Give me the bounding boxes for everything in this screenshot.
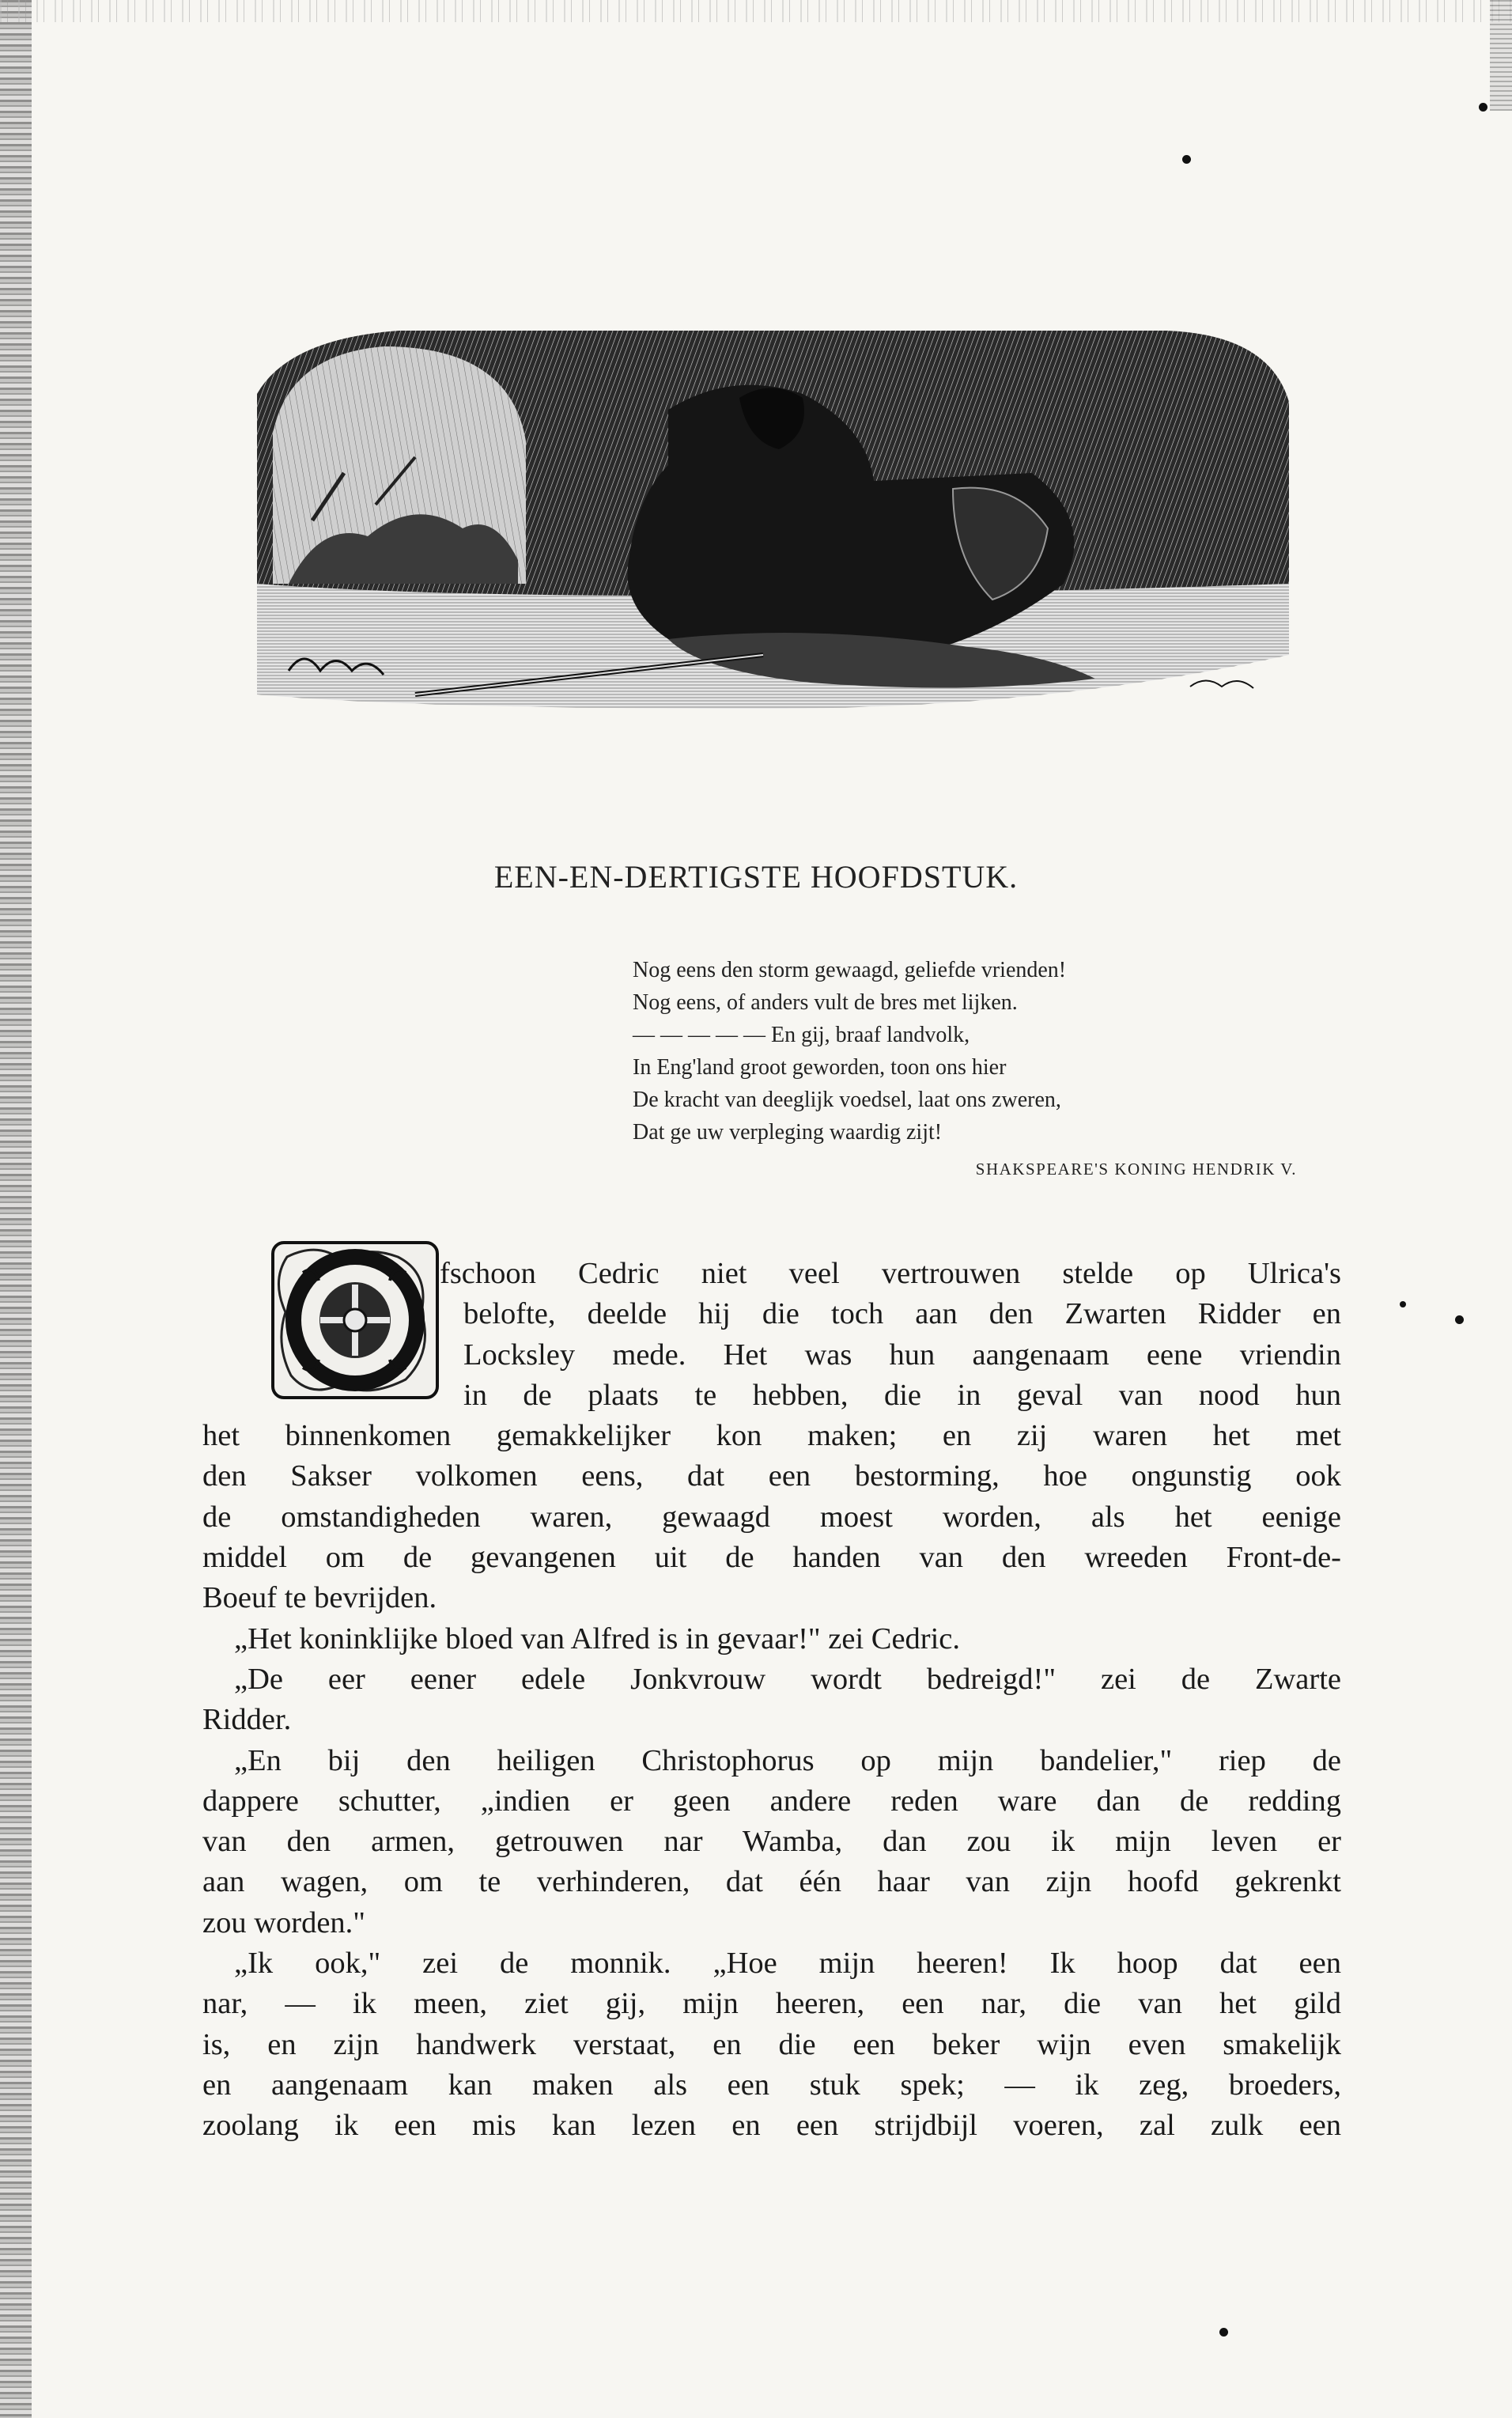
text-line: Locksley mede. Het was hun aangenaam eene vriendin: [463, 1338, 1341, 1372]
ink-speck: [1479, 103, 1487, 112]
text-line: belofte, deelde hij die toch aan den Zwarten Ridder en: [463, 1297, 1341, 1331]
knight-in-archway-engraving-icon: [257, 323, 1293, 709]
ink-speck: [1455, 1315, 1464, 1324]
chapter-title: EEN-EN-DERTIGSTE HOOFDSTUK.: [493, 859, 1019, 895]
text-line: den Sakser volkomen eens, dat een bestorming, hoe ongunstig ook: [202, 1459, 1341, 1493]
text-line: van den armen, getrouwen nar Wamba, dan zou ik mijn leven er: [202, 1825, 1341, 1859]
text-line: aan wagen, om te verhinderen, dat één haar van zijn hoofd gekrenkt: [202, 1865, 1341, 1899]
epigraph-line: Dat ge uw verpleging waardig zijt!: [633, 1120, 943, 1145]
text-line: de omstandigheden waren, gewaagd moest worden, als het eenige: [202, 1500, 1341, 1534]
epigraph-line: Nog eens, of anders vult de bres met lijken.: [633, 990, 1018, 1015]
text-line: in de plaats te hebben, die in geval van nood hun: [463, 1378, 1341, 1412]
epigraph-line: De kracht van deeglijk voedsel, laat ons zweren,: [633, 1088, 1061, 1112]
text-line: is, en zijn handwerk verstaat, en die een beker wijn even smakelijk: [202, 2027, 1341, 2061]
epigraph-line: — — — — — En gij, braaf landvolk,: [633, 1023, 970, 1047]
text-line: „Het koninklijke bloed van Alfred is in gevaar!" zei Cedric.: [234, 1621, 961, 1656]
text-line: nar, — ik meen, ziet gij, mijn heeren, een nar, die van het gild: [202, 1987, 1341, 2021]
scanned-right-edge: [1490, 0, 1512, 111]
scanned-top-edge: [0, 0, 1512, 22]
text-line: „En bij den heiligen Christophorus op mijn bandelier," riep de: [234, 1743, 1341, 1777]
ink-speck: [1400, 1301, 1406, 1307]
chapter-illustration: [257, 323, 1293, 709]
text-line: Boeuf te bevrijden.: [202, 1581, 437, 1615]
text-line: zou worden.": [202, 1905, 366, 1939]
text-line: fschoon Cedric niet veel vertrouwen stelde op Ulrica's: [440, 1257, 1341, 1290]
epigraph-line: Nog eens den storm gewaagd, geliefde vrienden!: [633, 958, 1067, 982]
text-line: het binnenkomen gemakkelijker kon maken; en zij waren het met: [202, 1419, 1341, 1453]
text-line: „Ik ook," zei de monnik. „Hoe mijn heeren! Ik hoop dat een: [234, 1947, 1341, 1981]
ink-speck: [1219, 2328, 1228, 2337]
text-line: en aangenaam kan maken als een stuk spek; — ik zeg, broeders,: [202, 2068, 1341, 2102]
text-line: zoolang ik een mis kan lezen en een strijdbijl voeren, zal zulk een: [202, 2109, 1341, 2143]
epigraph: [633, 954, 1329, 1186]
text-line: Ridder.: [202, 1703, 292, 1737]
ink-speck: [1182, 155, 1191, 164]
body-text: [202, 1254, 1341, 2147]
text-line: dappere schutter, „indien er geen andere reden ware dan de redding: [202, 1784, 1341, 1818]
text-line: middel om de gevangenen uit de handen van den wreeden Front-de-: [202, 1541, 1341, 1575]
epigraph-source: SHAKSPEARE'S KONING HENDRIK V.: [975, 1160, 1297, 1179]
text-line: „De eer eener edele Jonkvrouw wordt bedreigd!" zei de Zwarte: [234, 1662, 1341, 1696]
epigraph-line: In Eng'land groot geworden, toon ons hier: [633, 1055, 1007, 1080]
scanned-page-edge: [0, 0, 32, 2418]
